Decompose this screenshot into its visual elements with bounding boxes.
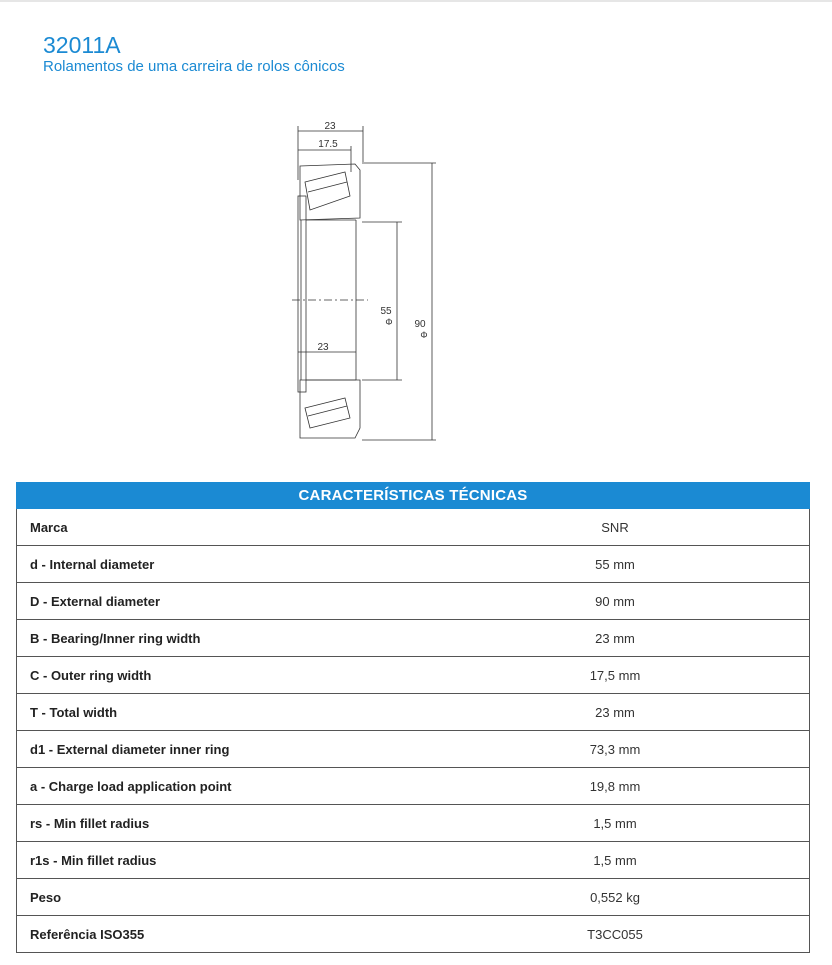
roller-line <box>308 182 347 192</box>
spec-label: d1 - External diameter inner ring <box>30 741 230 757</box>
bearing-technical-drawing <box>280 112 450 448</box>
spec-value: 17,5 mm <box>589 667 641 683</box>
spec-value: 55 mm <box>595 556 635 572</box>
spec-label: D - External diameter <box>30 593 161 609</box>
spec-row <box>16 879 810 916</box>
roller-bottom <box>305 398 350 428</box>
spec-value: 1,5 mm <box>593 815 637 831</box>
spec-value: T3CC055 <box>587 926 643 942</box>
spec-row <box>16 768 810 805</box>
spec-row <box>16 805 810 842</box>
spec-label: B - Bearing/Inner ring width <box>30 630 201 646</box>
spec-value: 23 mm <box>595 630 635 646</box>
spec-row <box>16 694 810 731</box>
roller-line <box>308 406 347 416</box>
product-code: 32011A <box>43 32 121 58</box>
spec-row <box>16 546 810 583</box>
spec-row <box>16 509 810 546</box>
dim-label-inner-diameter: 55 <box>380 306 392 317</box>
spec-value: 19,8 mm <box>589 778 641 794</box>
spec-label: Peso <box>30 889 62 905</box>
spec-label: rs - Min fillet radius <box>30 815 150 831</box>
spec-label: a - Charge load application point <box>30 778 232 794</box>
spec-row <box>16 842 810 879</box>
technical-specs-table <box>16 482 810 953</box>
spec-row <box>16 620 810 657</box>
dim-label-outer-width: 17.5 <box>318 139 338 150</box>
product-subtitle: Rolamentos de uma carreira de rolos cônicos <box>43 58 345 75</box>
spec-value: 0,552 kg <box>590 889 640 905</box>
diameter-symbol: Φ <box>420 330 428 340</box>
outer-ring-bottom <box>300 380 360 438</box>
spec-value: 1,5 mm <box>593 852 637 868</box>
specs-title: CARACTERÍSTICAS TÉCNICAS <box>16 482 810 509</box>
spec-label: C - Outer ring width <box>30 667 152 683</box>
product-header <box>43 32 345 76</box>
spec-value: 90 mm <box>595 593 635 609</box>
diameter-symbol: Φ <box>385 317 393 327</box>
spec-value: 23 mm <box>595 704 635 720</box>
spec-row <box>16 731 810 768</box>
spec-row <box>16 583 810 620</box>
spec-value: SNR <box>601 519 629 535</box>
inner-ring-left <box>298 196 306 392</box>
spec-label: d - Internal diameter <box>30 556 155 572</box>
spec-label: T - Total width <box>30 704 118 720</box>
spec-label: Marca <box>30 519 68 535</box>
spec-value: 73,3 mm <box>589 741 641 757</box>
top-divider <box>0 0 832 2</box>
spec-row <box>16 916 810 953</box>
dim-label-outer-diameter: 90 <box>414 319 426 330</box>
spec-row <box>16 657 810 694</box>
dim-label-total-width: 23 <box>324 121 336 132</box>
spec-label: r1s - Min fillet radius <box>30 852 157 868</box>
dim-label-inner-width: 23 <box>317 342 329 353</box>
spec-label: Referência ISO355 <box>30 926 145 942</box>
